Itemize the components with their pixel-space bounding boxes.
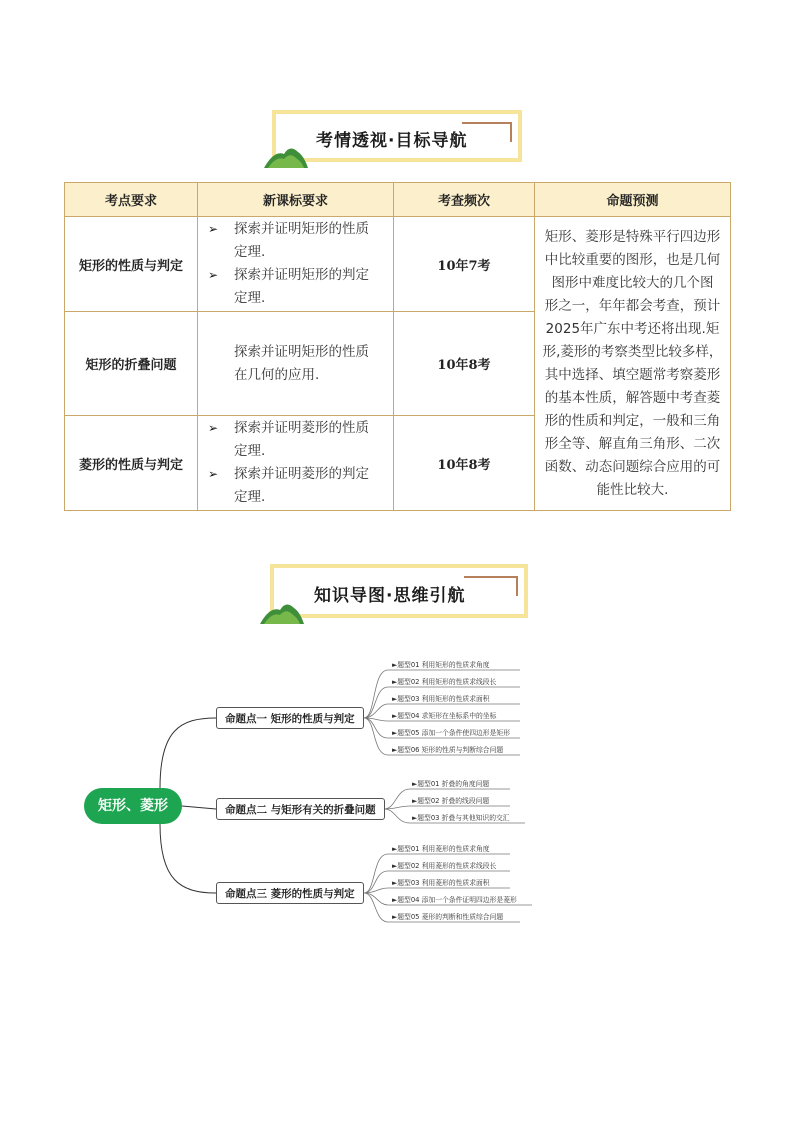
arrow-bullet-icon: ➢ xyxy=(208,421,219,435)
mindmap-leaf: ►题型05 菱形的判断和性质综合问题 xyxy=(392,913,504,921)
mindmap-leaf: ►题型02 折叠的线段问题 xyxy=(412,797,490,805)
requirement-item xyxy=(206,417,389,440)
table-header-row xyxy=(65,183,731,217)
banner-accent-bar xyxy=(516,578,518,596)
requirement-cell xyxy=(198,217,394,312)
exam-analysis-table xyxy=(64,182,731,511)
prediction-line: 图形中难度比较大的几个图 xyxy=(551,274,714,291)
exam-frequency: 10年8考 xyxy=(394,416,535,511)
exam-point: 矩形的折叠问题 xyxy=(65,312,198,416)
section-banner-knowledge-map xyxy=(258,564,530,624)
mindmap-leaf: ►题型06 矩形的性质与判断综合问题 xyxy=(392,746,504,754)
header-cell: 考点要求 xyxy=(65,183,198,217)
mindmap-leaf: ►题型02 利用矩形的性质求线段长 xyxy=(392,678,497,686)
root-connector xyxy=(160,824,216,893)
mindmap-leaf: ►题型03 利用菱形的性质求面积 xyxy=(392,879,490,887)
arrow-bullet-icon: ➢ xyxy=(208,268,219,282)
mindmap-leaf: ►题型04 求矩形在坐标系中的坐标 xyxy=(392,712,497,720)
prediction-line: 形之一，年年都会考查，预计 xyxy=(544,297,721,314)
requirement-item xyxy=(206,218,389,241)
requirement-cell xyxy=(198,312,394,416)
prediction-line: 形的性质和判定，一般和三角 xyxy=(544,412,721,429)
prediction-line: 2025年广东中考还将出现.矩 xyxy=(545,320,720,337)
mindmap-leaf: ►题型03 折叠与其他知识的交汇 xyxy=(412,814,510,822)
prediction-cell xyxy=(535,217,731,511)
mindmap-leaf: ►题型01 折叠的角度问题 xyxy=(412,780,490,788)
requirement-text: 探索并证明菱形的判定 xyxy=(234,466,369,482)
mindmap-branch: 命题点二 与矩形有关的折叠问题 xyxy=(216,798,385,820)
prediction-line: 能性比较大. xyxy=(596,481,669,498)
requirement-text: 定理. xyxy=(234,290,266,306)
header-cell: 新课标要求 xyxy=(198,183,394,217)
banner-title: 知识导图·思维引航 xyxy=(314,586,466,606)
requirement-cell xyxy=(198,416,394,511)
mindmap-leaf: ►题型01 利用矩形的性质求角度 xyxy=(392,661,490,669)
prediction-line: 矩形、菱形是特殊平行四边形 xyxy=(544,228,721,245)
prediction-line: 中比较重要的图形，也是几何 xyxy=(544,251,721,268)
mindmap-root: 矩形、菱形 xyxy=(84,788,182,824)
table-row xyxy=(65,217,731,312)
exam-frequency: 10年7考 xyxy=(394,217,535,312)
requirement-text: 探索并证明矩形的判定 xyxy=(234,267,369,283)
requirement-text: 探索并证明矩形的性质 xyxy=(234,343,369,360)
banner-accent-bar xyxy=(510,124,512,142)
prediction-line: 形全等、解直角三角形、二次 xyxy=(544,435,721,452)
banner-accent-line xyxy=(464,576,518,578)
requirement-item xyxy=(206,264,389,287)
arrow-bullet-icon: ➢ xyxy=(208,222,219,236)
banner-title: 考情透视·目标导航 xyxy=(316,131,468,151)
requirement-text: 探索并证明矩形的性质 xyxy=(234,221,369,237)
exam-point: 矩形的性质与判定 xyxy=(65,217,198,312)
requirement-text: 定理. xyxy=(234,443,266,459)
mindmap-leaf: ►题型05 添加一个条件使四边形是矩形 xyxy=(392,729,510,737)
mindmap-leaf: ►题型02 利用菱形的性质求线段长 xyxy=(392,862,497,870)
requirement-text: 探索并证明菱形的性质 xyxy=(234,420,369,436)
prediction-line: 形,菱形的考察类型比较多样， xyxy=(542,343,723,360)
mindmap-leaf: ►题型04 添加一个条件证明四边形是菱形 xyxy=(392,896,517,904)
arrow-bullet-icon: ➢ xyxy=(208,467,219,481)
requirement-item xyxy=(206,463,389,486)
requirement-text: 在几何的应用. xyxy=(234,366,320,383)
hills-icon xyxy=(264,144,310,168)
mindmap-branch: 命题点三 菱形的性质与判定 xyxy=(216,882,364,904)
header-cell: 考查频次 xyxy=(394,183,535,217)
header-cell: 命题预测 xyxy=(535,183,731,217)
requirement-text: 定理. xyxy=(234,489,266,505)
prediction-line: 的基本性质，解答题中考查菱 xyxy=(544,389,721,406)
root-connector xyxy=(160,718,216,788)
mindmap-branch: 命题点一 矩形的性质与判定 xyxy=(216,707,364,729)
section-banner-exam-analysis xyxy=(262,110,524,168)
prediction-line: 函数、动态问题综合应用的可 xyxy=(544,458,721,475)
prediction-line: 其中选择、填空题常考察菱形 xyxy=(544,366,721,383)
requirement-text: 定理. xyxy=(234,244,266,260)
banner-accent-line xyxy=(462,122,512,124)
exam-point: 菱形的性质与判定 xyxy=(65,416,198,511)
root-connector xyxy=(182,806,216,809)
mindmap-leaf: ►题型03 利用矩形的性质求面积 xyxy=(392,695,490,703)
exam-frequency: 10年8考 xyxy=(394,312,535,416)
mindmap-leaf: ►题型01 利用菱形的性质求角度 xyxy=(392,845,490,853)
hills-icon xyxy=(260,600,306,624)
